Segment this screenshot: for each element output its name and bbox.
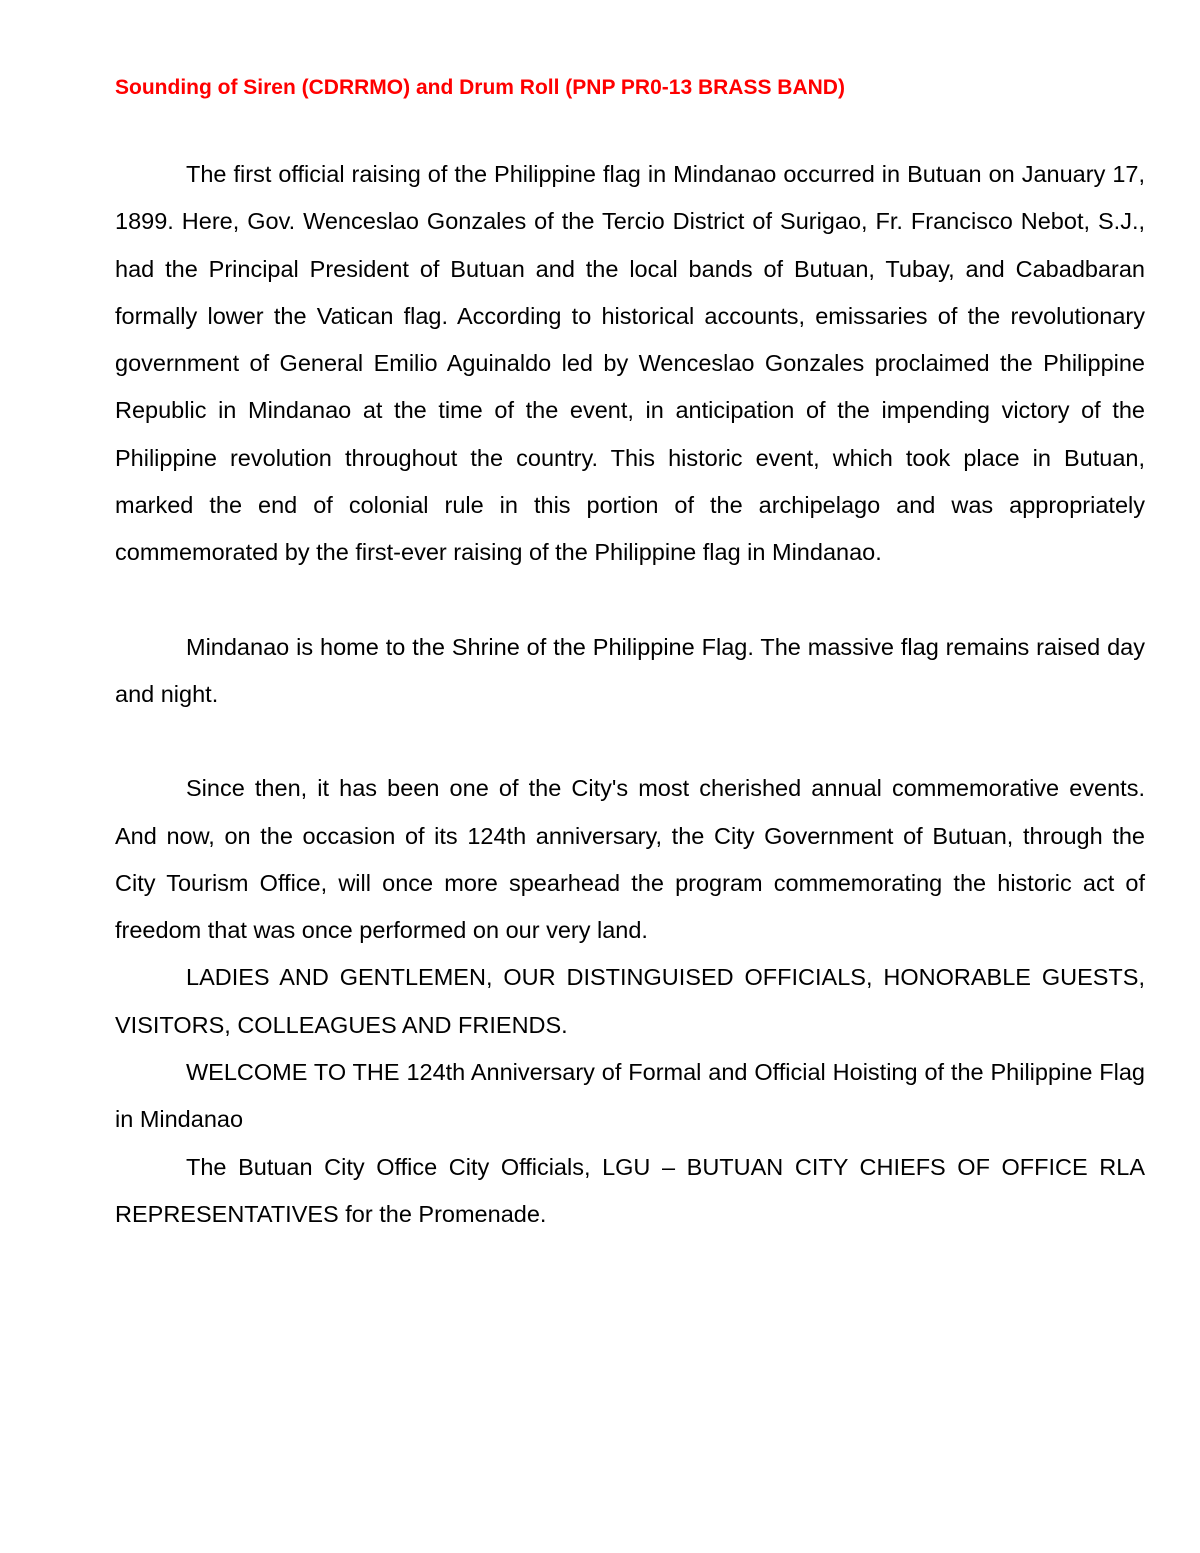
paragraph-history: The first official raising of the Philippine flag in Mindanao occurred in Butuan on January 17, 1899. Here, Gov. Wenceslao Gonzales of the Tercio District of Surigao, Fr. Francisco Nebot, S.J., had the Principal President of Butuan and the local bands of Butuan, Tubay, and Cabadbaran formally lower the Vatican flag. According to historical accounts, emissaries of the revolutionary government of General Emilio Aguinaldo led by Wenceslao Gonzales proclaimed the Philippine Republic in Mindanao at the time of the event, in anticipation of the impending victory of the Philippine revolution throughout the country. This historic event, which took place in Butuan, marked the end of colonial rule in this portion of the archipelago and was appropriately commemorated by the first-ever raising of the Philippine flag in Mindanao.	[115, 161, 1145, 566]
paragraph-promenade: The Butuan City Office City Officials, LGU – BUTUAN CITY CHIEFS OF OFFICE RLA REPRESENTATIVES for the Promenade.	[115, 1153, 1145, 1227]
document-page	[115, 72, 1145, 1238]
paragraph-shrine: Mindanao is home to the Shrine of the Philippine Flag. The massive flag remains raised day and night.	[115, 633, 1145, 707]
paragraph-welcome: WELCOME TO THE 124th Anniversary of Formal and Official Hoisting of the Philippine Flag in Mindanao	[115, 1059, 1145, 1133]
program-heading: Sounding of Siren (CDRRMO) and Drum Roll (PNP PR0-13 BRASS BAND)	[115, 76, 845, 99]
paragraph-greeting: LADIES AND GENTLEMEN, OUR DISTINGUISED OFFICIALS, HONORABLE GUESTS, VISITORS, COLLEAGUES AND FRIENDS.	[115, 964, 1145, 1038]
paragraph-anniversary: Since then, it has been one of the City's most cherished annual commemorative events. And now, on the occasion of its 124th anniversary, the City Government of Butuan, through the City Tourism Office, will once more spearhead the program commemorating the historic act of freedom that was once performed on our very land.	[115, 775, 1145, 944]
